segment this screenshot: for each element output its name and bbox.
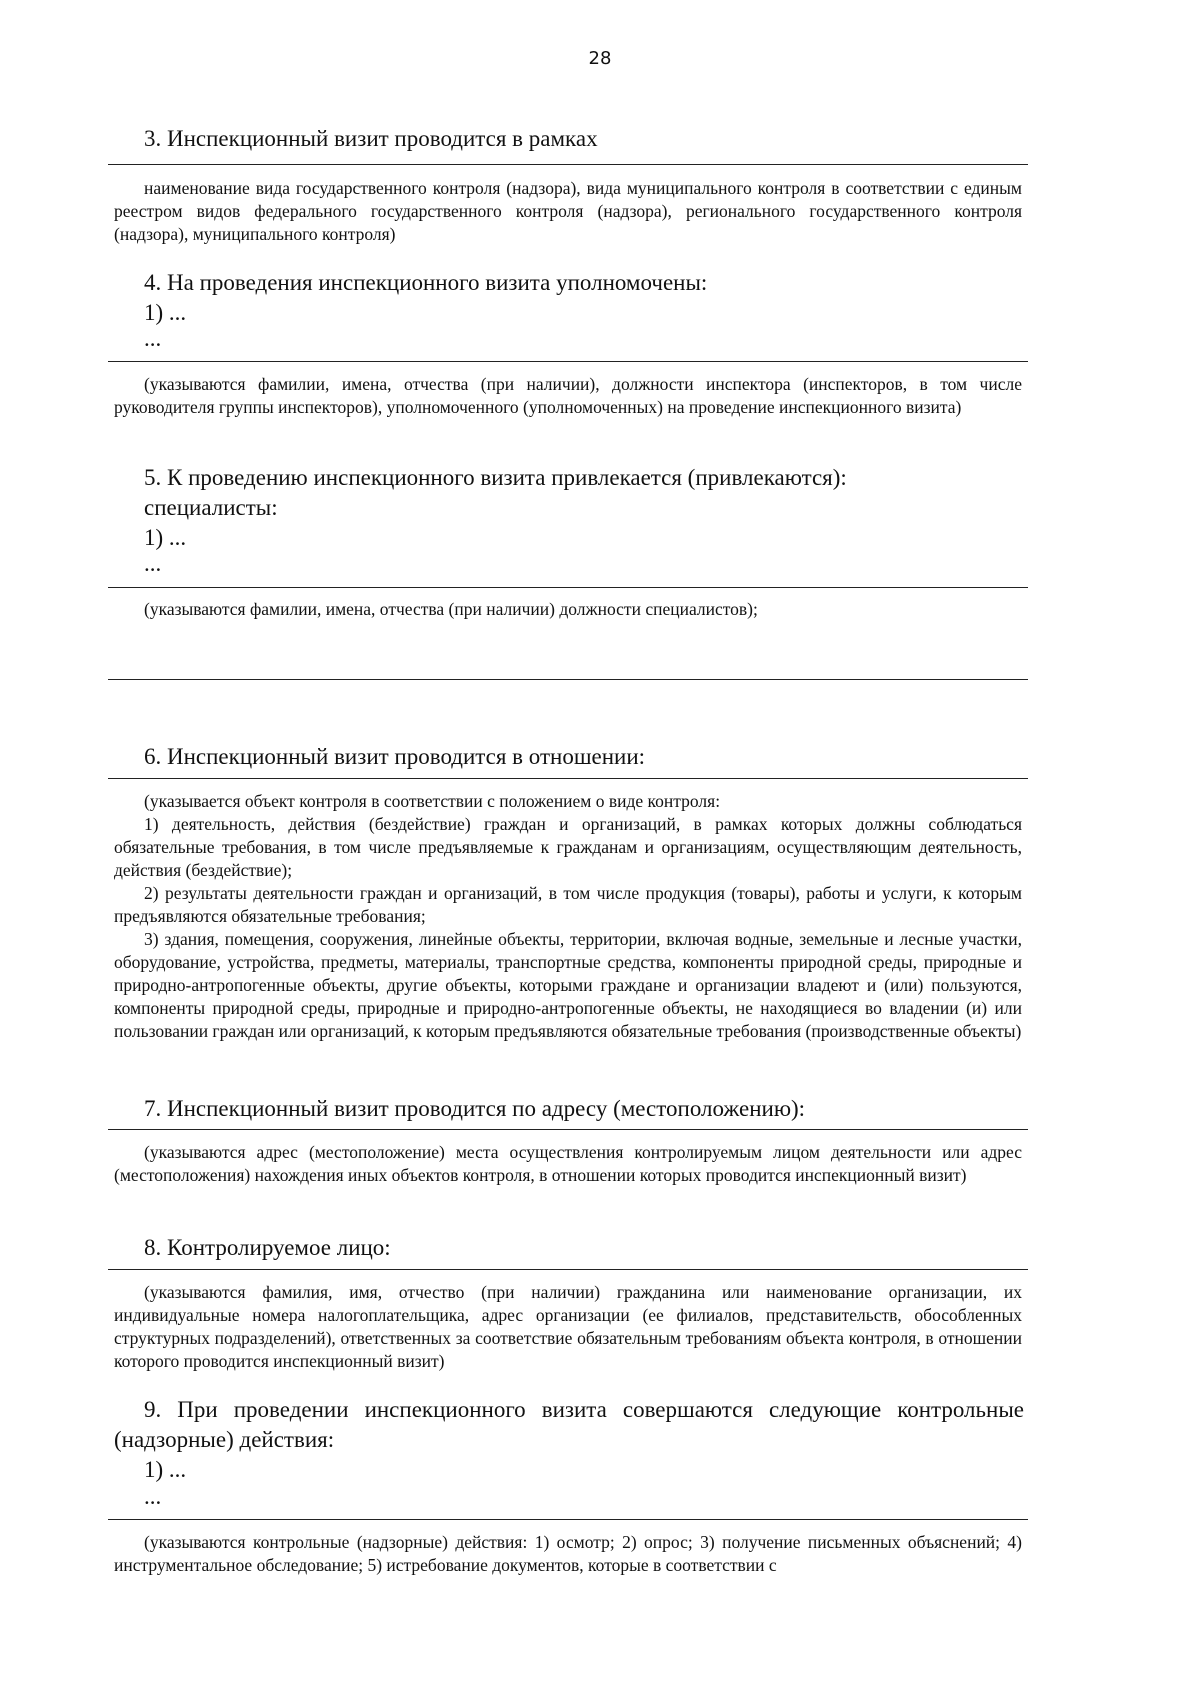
- section-4-note: [114, 373, 1022, 419]
- section-9-fill-line: [108, 1519, 1028, 1520]
- section-8-heading: 8. Контролируемое лицо:: [144, 1235, 391, 1260]
- section-7-heading: 7. Инспекционный визит проводится по адресу (местоположению):: [144, 1096, 806, 1121]
- section-6-fill-line: [108, 778, 1028, 779]
- section-8-note: [114, 1281, 1022, 1373]
- section-5-item-ellipsis: ...: [144, 551, 162, 576]
- section-3-note: [114, 177, 1022, 246]
- section-6-note-item-2: 2) результаты деятельности граждан и организаций, в том числе продукция (товары), работы и услуги, к которым предъявляются обязательные требования;: [114, 883, 1022, 926]
- section-9-item-1: 1) ...: [144, 1457, 187, 1482]
- section-9-heading: 9. При проведении инспекционного визита совершаются следующие контрольные (надзорные) действия:: [114, 1397, 1024, 1452]
- section-5-note: [114, 598, 1022, 621]
- section-5-fill-line: [108, 587, 1028, 588]
- section-4-heading: 4. На проведения инспекционного визита уполномочены:: [144, 270, 708, 295]
- section-9-item-ellipsis: ...: [144, 1484, 162, 1509]
- section-8-note-text: (указываются фамилия, имя, отчество (при наличии) гражданина или наименование организации, их индивидуальные номера налогоплательщика, адрес организации (ее филиалов, представительств, обособленных структурных подразделений), ответственных за соответствие обязательным требованиям объекта контроля, в отношении которого проводится инспекционный визит): [114, 1282, 1022, 1371]
- section-7-note-text: (указываются адрес (местоположение) места осуществления контролируемым лицом деятельности или адрес (местоположения) нахождения иных объектов контроля, в отношении которых проводится инспекционный визит): [114, 1142, 1022, 1185]
- page-number: 28: [588, 48, 612, 69]
- section-5-item-1: 1) ...: [144, 525, 187, 550]
- section-6-note-intro: (указывается объект контроля в соответствии с положением о виде контроля:: [144, 791, 721, 811]
- section-9-note-text: (указываются контрольные (надзорные) действия: 1) осмотр; 2) опрос; 3) получение письменных объяснений; 4) инструментальное обследование; 5) истребование документов, которые в соответствии с: [114, 1532, 1022, 1575]
- section-6-note-item-3: 3) здания, помещения, сооружения, линейные объекты, территории, включая водные, земельные и лесные участки, оборудование, устройства, предметы, материалы, транспортные средства, компоненты природной среды, природные и природно-антропогенные объекты, другие объекты, которыми граждане и организации владеют и (или) пользуются, компоненты природной среды, природные и природно-антропогенные объекты, не находящиеся во владении (и) или пользовании граждан или организаций, к которым предъявляются обязательные требования (производственные объекты): [114, 929, 1022, 1041]
- section-6-note: [114, 790, 1022, 1043]
- section-7-fill-line: [108, 1129, 1028, 1130]
- section-6-heading: 6. Инспекционный визит проводится в отношении:: [144, 744, 646, 769]
- section-5-sub: специалисты:: [144, 495, 278, 520]
- section-9-note: [114, 1531, 1022, 1577]
- section-5-extra-line: [108, 679, 1028, 680]
- section-4-fill-line: [108, 361, 1028, 362]
- section-6-note-item-1: 1) деятельность, действия (бездействие) граждан и организаций, в рамках которых должны соблюдаться обязательные требования, в том числе предъявляемые к гражданам и организациям, осуществляющим деятельность, действия (бездействие);: [114, 814, 1022, 880]
- section-4-item-ellipsis: ...: [144, 326, 162, 351]
- section-4-item-1: 1) ...: [144, 300, 187, 325]
- section-5-note-text: (указываются фамилии, имена, отчества (при наличии) должности специалистов);: [144, 599, 758, 619]
- section-3-heading: 3. Инспекционный визит проводится в рамках: [144, 126, 598, 151]
- section-4-note-text: (указываются фамилии, имена, отчества (при наличии), должности инспектора (инспекторов, в том числе руководителя группы инспекторов), уполномоченного (уполномоченных) на проведение инспекционного визита): [114, 374, 1022, 417]
- section-3-fill-line: [108, 164, 1028, 165]
- section-8-fill-line: [108, 1269, 1028, 1270]
- section-3-note-text: наименование вида государственного контроля (надзора), вида муниципального контроля в соответствии с единым реестром видов федерального государственного контроля (надзора), регионального государственного контроля (надзора), муниципального контроля): [114, 178, 1022, 244]
- section-7-note: [114, 1141, 1022, 1187]
- section-5-heading: 5. К проведению инспекционного визита привлекается (привлекаются):: [144, 465, 847, 490]
